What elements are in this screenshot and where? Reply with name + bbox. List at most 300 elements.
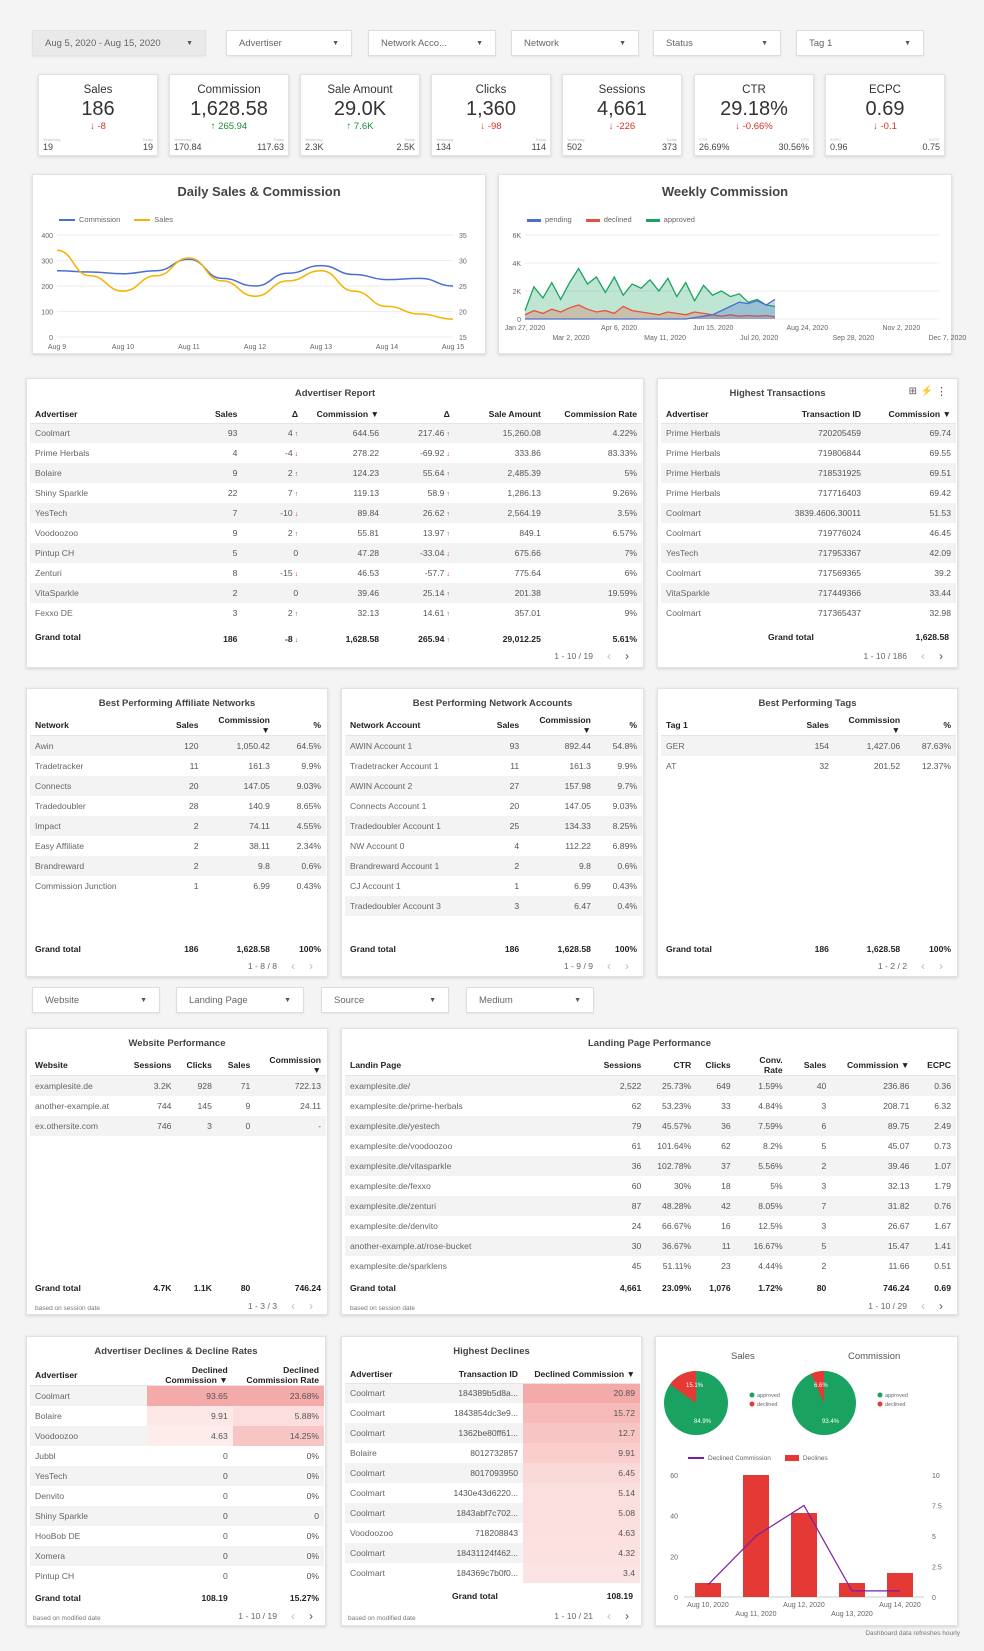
table-cell <box>30 423 182 443</box>
legend-label: Sales <box>154 215 174 224</box>
y-tick-left: 200 <box>41 284 53 291</box>
cell-value: 1 <box>193 880 199 891</box>
kpi-value: 1,628.58 <box>190 98 268 120</box>
grand-total <box>30 942 326 956</box>
total-cell <box>275 942 326 956</box>
column-header[interactable]: Advertiser <box>661 405 756 423</box>
cell-value: 9 <box>232 528 238 538</box>
table-row[interactable] <box>345 1116 956 1136</box>
table-cell <box>546 443 642 463</box>
cell-value: Bolaire <box>350 1448 377 1458</box>
column-header[interactable]: Δ <box>242 405 303 423</box>
cell-value: 140.9 <box>248 800 270 811</box>
cell-value: Coolmart <box>350 1468 385 1478</box>
column-header[interactable]: Network Account <box>345 715 483 736</box>
table-cell <box>524 836 596 856</box>
table-row[interactable] <box>661 563 956 583</box>
table-row[interactable] <box>345 1543 640 1563</box>
table-cell <box>646 1136 696 1156</box>
next-page-icon[interactable]: › <box>309 1299 313 1313</box>
cell-value: 46.53 <box>357 568 380 578</box>
cell-value: 48.28% <box>662 1200 692 1211</box>
table-row[interactable] <box>30 1486 324 1506</box>
total-cell <box>455 632 546 646</box>
pagination <box>564 959 629 973</box>
total-value: 100% <box>615 944 637 954</box>
kpi-delta <box>432 121 550 132</box>
cell-value: 9.8 <box>578 860 591 871</box>
cell-value: VitaSparkle <box>35 588 79 598</box>
website-performance-card <box>26 1028 328 1315</box>
prev-page-icon[interactable]: ‹ <box>607 959 611 973</box>
cell-value: 45 <box>631 1260 642 1271</box>
filter-dropdown-mid-1[interactable] <box>176 987 304 1013</box>
x-tick: Aug 15 <box>441 344 465 351</box>
cell-value: 18431124f462... <box>456 1548 518 1558</box>
table-row[interactable] <box>345 1503 640 1523</box>
cell-value: AWIN Account 2 <box>350 780 413 791</box>
table-row[interactable] <box>30 423 642 443</box>
table-cell <box>831 1176 914 1196</box>
cell-value: 4.22% <box>612 428 637 439</box>
column-header[interactable]: Sales <box>182 405 243 423</box>
table-cell <box>204 736 275 756</box>
table-cell <box>783 736 834 756</box>
kpi-title: Sales <box>83 84 113 96</box>
table-row[interactable] <box>30 1096 326 1116</box>
next-page-icon[interactable]: › <box>939 649 943 663</box>
arrow-down-icon: ↓ <box>292 511 299 518</box>
table-row[interactable] <box>30 736 326 756</box>
table-cell <box>524 816 596 836</box>
prev-page-icon[interactable]: ‹ <box>921 649 925 663</box>
table-row[interactable] <box>30 1076 326 1096</box>
column-header[interactable]: CTR <box>646 1055 696 1076</box>
pagination <box>868 1299 943 1313</box>
slice-label: 15.1% <box>686 1383 704 1389</box>
table-row[interactable] <box>30 463 642 483</box>
column-header[interactable]: % <box>596 715 642 736</box>
card-title: Advertiser Declines & Decline Rates <box>94 1346 258 1357</box>
grand-total-table <box>30 632 642 646</box>
table-row[interactable] <box>30 1426 324 1446</box>
next-page-icon[interactable]: › <box>625 649 629 663</box>
grand-total-row <box>30 942 326 956</box>
column-header[interactable]: Δ <box>384 405 455 423</box>
arrow-up-icon: ↑ <box>444 637 450 644</box>
table-row[interactable] <box>661 503 956 523</box>
table-row[interactable] <box>30 1386 324 1406</box>
table-row[interactable] <box>345 1196 956 1216</box>
table-row[interactable] <box>345 1383 640 1403</box>
cell-value: 24.11 <box>300 1100 321 1111</box>
table-row[interactable] <box>30 796 326 816</box>
column-header[interactable]: Transaction ID <box>756 405 866 423</box>
column-header[interactable]: Tag 1 <box>661 715 783 736</box>
total-cell <box>524 942 596 956</box>
column-header[interactable]: ECPC <box>914 1055 956 1076</box>
table-row[interactable] <box>30 1446 324 1466</box>
table-row[interactable] <box>30 1506 324 1526</box>
legend-label: declined <box>603 215 632 224</box>
table-cell <box>756 423 866 443</box>
cell-value: 0% <box>306 1450 319 1461</box>
table-row[interactable] <box>661 756 956 776</box>
table-cell <box>831 1116 914 1136</box>
page-range: 1 - 2 / 2 <box>877 961 907 971</box>
table-row[interactable] <box>345 756 642 776</box>
chevron-down-icon: ▼ <box>761 39 768 47</box>
cell-value: 928 <box>197 1080 212 1091</box>
more-menu-icon[interactable]: ⋮ <box>936 386 947 398</box>
cell-value: 0 <box>222 1530 228 1541</box>
cell-value: 16 <box>721 1220 731 1231</box>
prev-page-icon[interactable]: ‹ <box>607 649 611 663</box>
cell-value: 61 <box>631 1140 642 1151</box>
table-cell <box>147 1506 233 1526</box>
table-cell <box>176 1116 216 1136</box>
cell-value: 32.13 <box>887 1180 910 1191</box>
next-page-icon[interactable]: › <box>625 959 629 973</box>
cell-value: 5.14 <box>618 1488 635 1498</box>
next-page-icon[interactable]: › <box>309 959 313 973</box>
kpi-current <box>396 137 415 152</box>
table-row[interactable] <box>30 876 326 896</box>
table-row[interactable] <box>30 563 642 583</box>
table-cell <box>596 876 642 896</box>
column-header[interactable]: Commission ▼ <box>255 1055 326 1076</box>
table-cell <box>384 603 455 623</box>
table-row[interactable] <box>345 1076 956 1096</box>
table-cell <box>523 1523 640 1543</box>
column-header[interactable]: % <box>275 715 326 736</box>
cell-value: 30% <box>674 1180 692 1191</box>
cell-value: AT <box>666 760 677 771</box>
table-row[interactable] <box>30 1406 324 1426</box>
cell-value: 1843abf7c702... <box>456 1508 518 1518</box>
table-cell <box>233 1566 324 1586</box>
filter-dropdown-mid-2[interactable] <box>321 987 449 1013</box>
table-cell <box>345 1176 584 1196</box>
card-title: Highest Transactions <box>729 388 826 399</box>
pagination <box>554 1609 629 1623</box>
table-cell <box>303 463 384 483</box>
column-header[interactable]: Sessions <box>126 1055 177 1076</box>
table-cell <box>646 1176 696 1196</box>
table-row[interactable] <box>30 776 326 796</box>
table-row[interactable] <box>345 1423 640 1443</box>
table-row[interactable] <box>345 1463 640 1483</box>
cell-value: 717569365 <box>817 568 861 578</box>
table-row[interactable] <box>30 483 642 503</box>
table-cell <box>455 443 546 463</box>
table-row[interactable] <box>345 1136 956 1156</box>
table-cell <box>831 1076 914 1096</box>
table-row[interactable] <box>345 1523 640 1543</box>
table-cell <box>242 503 303 523</box>
filter-dropdown-2[interactable] <box>368 30 496 56</box>
table-row[interactable] <box>345 776 642 796</box>
cell-value: 1.41 <box>934 1240 951 1251</box>
column-header[interactable]: Sales <box>783 715 834 736</box>
y-tick-left: 400 <box>41 233 53 240</box>
cell-value: 717953367 <box>817 548 861 558</box>
network-accounts-table <box>345 715 642 916</box>
table-cell <box>788 1196 832 1216</box>
table-row[interactable] <box>345 816 642 836</box>
table-cell <box>242 603 303 623</box>
column-header[interactable]: Declined Commission ▼ <box>147 1365 233 1386</box>
prev-page-icon[interactable]: ‹ <box>921 959 925 973</box>
table-row[interactable] <box>345 1156 956 1176</box>
table-cell <box>204 856 275 876</box>
table-cell <box>524 776 596 796</box>
grand-total-label: Grand total <box>452 1591 498 1601</box>
filter-dropdown-0[interactable] <box>32 30 206 56</box>
table-row[interactable] <box>345 1096 956 1116</box>
total-value: 1,628.58 <box>345 634 380 644</box>
column-header[interactable]: Advertiser <box>345 1365 442 1383</box>
table-cell <box>523 1423 640 1443</box>
table-cell <box>696 1216 735 1236</box>
column-header[interactable]: Transaction ID <box>442 1365 523 1383</box>
table-row[interactable] <box>30 523 642 543</box>
table-row[interactable] <box>30 1526 324 1546</box>
column-header[interactable]: Commission ▼ <box>524 715 596 736</box>
total-value: 265.94 <box>418 634 445 644</box>
kpi-previous-value: 19 <box>43 142 54 152</box>
chart-title: Daily Sales & Commission <box>177 184 341 199</box>
table-row[interactable] <box>30 443 642 463</box>
kpi-current <box>257 137 284 152</box>
filter-dropdown-5[interactable] <box>796 30 924 56</box>
page-range: 1 - 10 / 19 <box>238 1611 277 1621</box>
table-cell <box>345 1256 584 1276</box>
table-cell <box>523 1383 640 1403</box>
column-header[interactable]: Landin Page <box>345 1055 584 1076</box>
table-row[interactable] <box>30 836 326 856</box>
table-cell <box>523 1443 640 1463</box>
table-row[interactable] <box>345 1256 956 1276</box>
table-cell <box>736 1076 788 1096</box>
cell-value: 1843854dc3e9... <box>453 1408 518 1418</box>
cell-value: 5% <box>624 468 637 478</box>
column-header[interactable]: Commission ▼ <box>866 405 956 423</box>
table-cell <box>756 503 866 523</box>
cell-value: 184389b5d8a... <box>458 1388 518 1399</box>
table-row[interactable] <box>30 756 326 776</box>
column-header[interactable]: Clicks <box>696 1055 735 1076</box>
header-row <box>661 715 956 736</box>
prev-page-icon[interactable]: ‹ <box>607 1609 611 1623</box>
table-cell <box>233 1426 324 1446</box>
table-cell <box>182 523 243 543</box>
table-row[interactable] <box>345 836 642 856</box>
kpi-current-value: 30.56% <box>778 142 809 152</box>
table-row[interactable] <box>661 443 956 463</box>
table-row[interactable] <box>661 583 956 603</box>
chevron-down-icon: ▼ <box>140 996 147 1004</box>
cell-value: examplesite.de/voodoozoo <box>350 1140 453 1151</box>
prev-page-icon[interactable]: ‹ <box>921 1299 925 1313</box>
cell-value: 124.23 <box>352 468 380 478</box>
cell-value: 3 <box>514 900 520 911</box>
column-header[interactable]: Commission ▼ <box>204 715 275 736</box>
table-row[interactable] <box>345 1443 640 1463</box>
bolt-icon[interactable]: ⚡ <box>920 386 933 397</box>
pagination <box>248 1299 313 1313</box>
table-row[interactable] <box>345 876 642 896</box>
filter-dropdown-1[interactable] <box>226 30 352 56</box>
cell-value: examplesite.de/vitasparkle <box>350 1160 452 1171</box>
next-page-icon[interactable]: › <box>309 1609 313 1623</box>
table-row[interactable] <box>30 603 642 623</box>
cell-value: 3 <box>207 1120 212 1131</box>
cell-value: 31.82 <box>887 1200 910 1211</box>
cell-value: 2 <box>287 468 293 478</box>
table-cell <box>546 603 642 623</box>
table-row[interactable] <box>661 523 956 543</box>
table-row[interactable] <box>345 1403 640 1423</box>
table-row[interactable] <box>345 1236 956 1256</box>
cell-value: 9.91 <box>211 1410 228 1421</box>
table-cell <box>696 1096 735 1116</box>
table-cell <box>646 1096 696 1116</box>
column-header[interactable]: Declined Commission ▼ <box>523 1365 640 1383</box>
table-row[interactable] <box>661 463 956 483</box>
table-cell <box>345 1116 584 1136</box>
column-header[interactable]: Commission ▼ <box>831 1055 914 1076</box>
table-cell <box>866 563 956 583</box>
cell-value: 87 <box>631 1200 642 1211</box>
table-row[interactable] <box>30 543 642 563</box>
next-page-icon[interactable]: › <box>939 959 943 973</box>
table-cell <box>788 1156 832 1176</box>
table-row[interactable] <box>30 816 326 836</box>
table-cell <box>303 563 384 583</box>
column-header[interactable]: Advertiser <box>30 1365 147 1386</box>
table-cell <box>233 1406 324 1426</box>
prev-page-icon[interactable]: ‹ <box>291 1609 295 1623</box>
export-icon[interactable]: ⊞ <box>908 386 917 397</box>
grand-total-table <box>30 1591 324 1605</box>
table-row[interactable] <box>345 896 642 916</box>
header-row <box>345 1055 956 1076</box>
table-row[interactable] <box>661 423 956 443</box>
total-cell <box>596 942 642 956</box>
column-header[interactable]: Sales <box>217 1055 255 1076</box>
column-header[interactable]: % <box>905 715 956 736</box>
column-header[interactable]: Declined Commission Rate <box>233 1365 324 1386</box>
column-header[interactable]: Commission ▼ <box>834 715 905 736</box>
filter-dropdown-mid-0[interactable] <box>32 987 160 1013</box>
table-cell <box>914 1136 956 1156</box>
table-row[interactable] <box>30 583 642 603</box>
kpi-value: 1,360 <box>465 98 517 120</box>
table-cell <box>30 603 182 623</box>
cell-value: 0 <box>222 1450 228 1461</box>
column-header[interactable]: Conv. Rate <box>736 1055 788 1076</box>
column-header[interactable]: Sessions <box>584 1055 646 1076</box>
kpi-card-sessions <box>562 74 682 156</box>
prev-page-icon[interactable]: ‹ <box>291 959 295 973</box>
filter-dropdown-mid-3[interactable] <box>466 987 594 1013</box>
column-header[interactable]: Commission Rate <box>546 405 642 423</box>
next-page-icon[interactable]: › <box>939 1299 943 1313</box>
column-header[interactable]: Sales <box>483 715 524 736</box>
cell-value: -69.92 <box>420 448 445 458</box>
table-cell <box>345 756 483 776</box>
filter-dropdown-3[interactable] <box>511 30 639 56</box>
table-row[interactable] <box>345 1176 956 1196</box>
arrow-down-icon: ↓ <box>480 121 488 132</box>
table-row[interactable] <box>661 483 956 503</box>
prev-page-icon[interactable]: ‹ <box>291 1299 295 1313</box>
column-header[interactable]: Sales <box>788 1055 832 1076</box>
total-cell <box>783 942 834 956</box>
column-header[interactable]: Sale Amount <box>455 405 546 423</box>
arrow-down-icon: ↓ <box>873 121 881 132</box>
cell-value: 0.6% <box>301 860 321 871</box>
table-cell <box>696 1236 735 1256</box>
table-cell <box>455 483 546 503</box>
table-row[interactable] <box>345 736 642 756</box>
legend-label: approved <box>885 1393 908 1399</box>
x-tick: Aug 10, 2020 <box>687 1602 729 1609</box>
table-row[interactable] <box>30 1546 324 1566</box>
table-row[interactable] <box>30 856 326 876</box>
table-row[interactable] <box>345 856 642 876</box>
column-header[interactable]: Commission ▼ <box>303 405 384 423</box>
cell-value: 3 <box>821 1220 827 1231</box>
table-row[interactable] <box>345 796 642 816</box>
column-header[interactable]: Website <box>30 1055 126 1076</box>
column-header[interactable]: Advertiser <box>30 405 182 423</box>
table-cell <box>30 796 152 816</box>
cell-value: 3 <box>232 608 238 618</box>
filter-dropdown-4[interactable] <box>653 30 781 56</box>
table-row[interactable] <box>30 503 642 523</box>
column-header[interactable]: Sales <box>152 715 203 736</box>
table-cell <box>345 776 483 796</box>
next-page-icon[interactable]: › <box>625 1609 629 1623</box>
table-row[interactable] <box>345 1483 640 1503</box>
kpi-current-value: 117.63 <box>257 142 284 152</box>
table-cell <box>661 603 756 623</box>
table-row[interactable] <box>30 1466 324 1486</box>
table-row[interactable] <box>661 603 956 623</box>
table-cell <box>303 523 384 543</box>
commission-pie <box>792 1371 856 1435</box>
total-value: -8 <box>285 634 293 644</box>
table-row[interactable] <box>345 1563 640 1583</box>
kpi-card-sale-amount <box>300 74 420 156</box>
table-row[interactable] <box>30 1116 326 1136</box>
cell-value: Coolmart <box>666 508 701 518</box>
card-title: Best Performing Tags <box>758 698 857 709</box>
kpi-current <box>662 137 677 152</box>
column-header[interactable]: Clicks <box>176 1055 216 1076</box>
table-row[interactable] <box>661 736 956 756</box>
x-tick: Sep 28, 2020 <box>832 335 875 342</box>
pagination <box>878 959 943 973</box>
arrow-down-icon: ↓ <box>444 571 450 578</box>
table-row[interactable] <box>345 1216 956 1236</box>
cell-value: 36 <box>721 1120 731 1131</box>
column-header[interactable]: Network <box>30 715 152 736</box>
table-row[interactable] <box>661 543 956 563</box>
table-row[interactable] <box>30 1566 324 1586</box>
